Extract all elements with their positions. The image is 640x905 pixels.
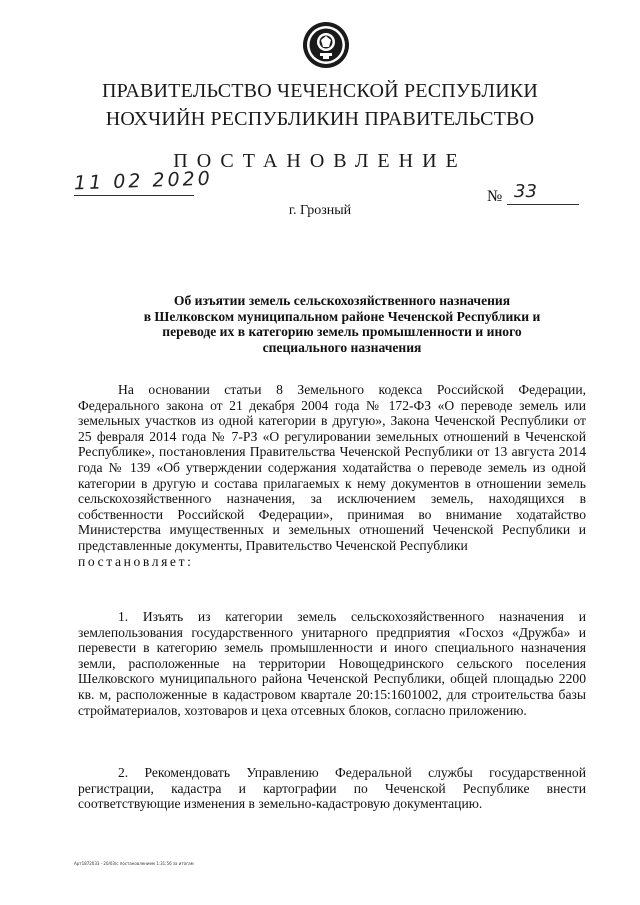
subject-line: переводе их в категорию земель промышленности и иного	[162, 324, 522, 339]
date-underline	[74, 195, 194, 196]
document-date: 11 02 2020	[73, 167, 214, 195]
item-2-paragraph: 2. Рекомендовать Управлению Федеральной службы государственной регистрации, кадастра и картографии по Чеченской Республике внести соответствующие изменения в земельно-кадастровую документацию.	[78, 765, 586, 812]
item-1-section	[78, 609, 586, 718]
document-type-title: ПОСТАНОВЛЕНИЕ	[173, 150, 467, 172]
decree-word: постановляет:	[78, 553, 194, 569]
subject-line: Об изъятии земель сельскохозяйственного назначения	[173, 293, 511, 308]
government-name-chechen: НОХЧИЙН РЕСПУБЛИКИН ПРАВИТЕЛЬСТВО	[105, 108, 535, 130]
document-number: 33	[514, 181, 537, 202]
document-number-label: №	[487, 188, 503, 205]
document-city: г. Грозный	[288, 203, 352, 218]
intro-paragraph: На основании статьи 8 Земельного кодекса Российской Федерации, Федерального закона от 21 декабря 2004 года № 172-ФЗ «О переводе земель или земельных участков из одной категории в другую», Закона Чеченской Республики от 25 февраля 2014 года № 7-РЗ «О регулировании земельных отношений в Чеченской Республике», постановления Правительства Чеченской Республики от 13 августа 2014 года № 139 «Об утверждении содержания ходатайства о переводе земель из одной категории в другую и состава прилагаемых к нему документов в отношении земель сельскохозяйственного назначения, за исключением земель, находящихся в собственности Российской Федерации», принимая во внимание ходатайство Министерства имущественных и земельных отношений Чеченской Республики и представленные документы, Правительство Чеченской Республики	[78, 382, 586, 553]
subject-line: специального назначения	[262, 339, 422, 355]
intro-section	[78, 382, 586, 569]
item-2-section	[78, 765, 586, 812]
coat-of-arms-icon	[301, 20, 351, 70]
footer-code: Арт1872033 - 20/03/с постановлением 1:31:56 за итогам	[74, 861, 194, 866]
item-1-paragraph: 1. Изъять из категории земель сельскохозяйственного назначения и землепользования государственного унитарного предприятия «Госхоз «Дружба» и перевести в категорию земель промышленности и иного специального назначения земли, расположенные на территории Новощедринского сельского поселения Шелковского муниципального района Чеченской Республики, общей площадью 2200 кв. м, расположенные в кадастровом квартале 20:15:1601002, для строительства базы стройматериалов, хозтоваров и цеха отсевных блоков, согласно приложению.	[78, 609, 586, 718]
subject-line: в Шелковском муниципальном районе Чеченской Республики и	[143, 308, 541, 324]
document-subject	[108, 293, 576, 355]
government-name-russian: ПРАВИТЕЛЬСТВО ЧЕЧЕНСКОЙ РЕСПУБЛИКИ	[101, 80, 539, 102]
